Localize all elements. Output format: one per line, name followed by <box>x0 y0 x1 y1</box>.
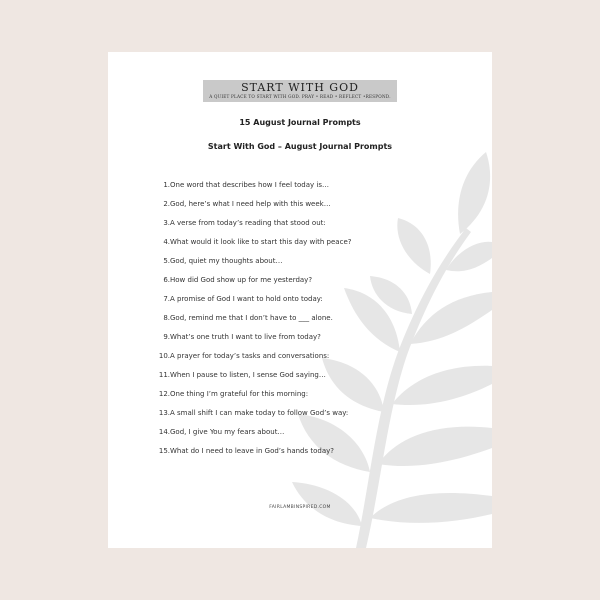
prompt-number: 10. <box>158 352 170 360</box>
prompt-number: 14. <box>158 428 170 436</box>
list-item <box>108 446 408 465</box>
page-title: 15 August Journal Prompts <box>239 118 361 127</box>
list-item <box>108 294 408 313</box>
prompt-text: God, quiet my thoughts about… <box>170 257 283 265</box>
prompt-number: 1. <box>163 181 170 189</box>
prompt-number: 6. <box>163 276 170 284</box>
prompt-text: When I pause to listen, I sense God saying… <box>170 371 326 379</box>
prompt-text: A prayer for today’s tasks and conversations: <box>170 352 330 360</box>
list-item <box>108 218 408 237</box>
prompt-number: 5. <box>163 257 170 265</box>
prompt-text: God, I give You my fears about… <box>170 428 285 436</box>
prompt-text: What would it look like to start this day with peace? <box>170 238 352 246</box>
list-item <box>108 180 408 199</box>
list-item <box>108 275 408 294</box>
prompt-text: What’s one truth I want to live from today? <box>170 333 321 341</box>
prompt-text: God, here’s what I need help with this week… <box>170 200 331 208</box>
prompt-number: 9. <box>163 333 170 341</box>
prompt-text: How did God show up for me yesterday? <box>170 276 313 284</box>
prompt-text: One thing I’m grateful for this morning: <box>170 390 309 398</box>
prompt-number: 7. <box>163 295 170 303</box>
list-item <box>108 427 408 446</box>
list-item <box>108 256 408 275</box>
prompt-number: 3. <box>163 219 170 227</box>
prompt-list <box>108 180 408 465</box>
page-subtitle: Start With God – August Journal Prompts <box>207 142 393 151</box>
prompt-text: A verse from today’s reading that stood out: <box>170 219 326 227</box>
prompt-number: 15. <box>158 447 170 455</box>
list-item <box>108 389 408 408</box>
list-item <box>108 408 408 427</box>
prompt-number: 13. <box>158 409 170 417</box>
brand-tagline: A QUIET PLACE TO START WITH GOD. PRAY • READ • REFLECT •RESPOND. <box>209 94 391 99</box>
list-item <box>108 332 408 351</box>
prompt-number: 2. <box>163 200 170 208</box>
prompt-text: A small shift I can make today to follow God’s way: <box>170 409 349 417</box>
list-item <box>108 313 408 332</box>
prompt-text: God, remind me that I don’t have to ___ alone. <box>170 314 333 322</box>
brand-title: START WITH GOD <box>241 81 359 94</box>
prompt-text: A promise of God I want to hold onto today: <box>170 295 323 303</box>
list-item <box>108 370 408 389</box>
prompt-text: One word that describes how I feel today is… <box>170 181 329 189</box>
prompt-text: What do I need to leave in God’s hands today? <box>170 447 334 455</box>
prompt-number: 8. <box>163 314 170 322</box>
list-item <box>108 237 408 256</box>
footer-website: FAIRLAMBINSPIRED.COM <box>269 505 331 510</box>
prompt-number: 4. <box>163 238 170 246</box>
prompt-number: 12. <box>158 390 170 398</box>
list-item <box>108 351 408 370</box>
list-item <box>108 199 408 218</box>
journal-page <box>108 52 492 548</box>
prompt-number: 11. <box>158 371 170 379</box>
brand-header <box>203 80 397 102</box>
